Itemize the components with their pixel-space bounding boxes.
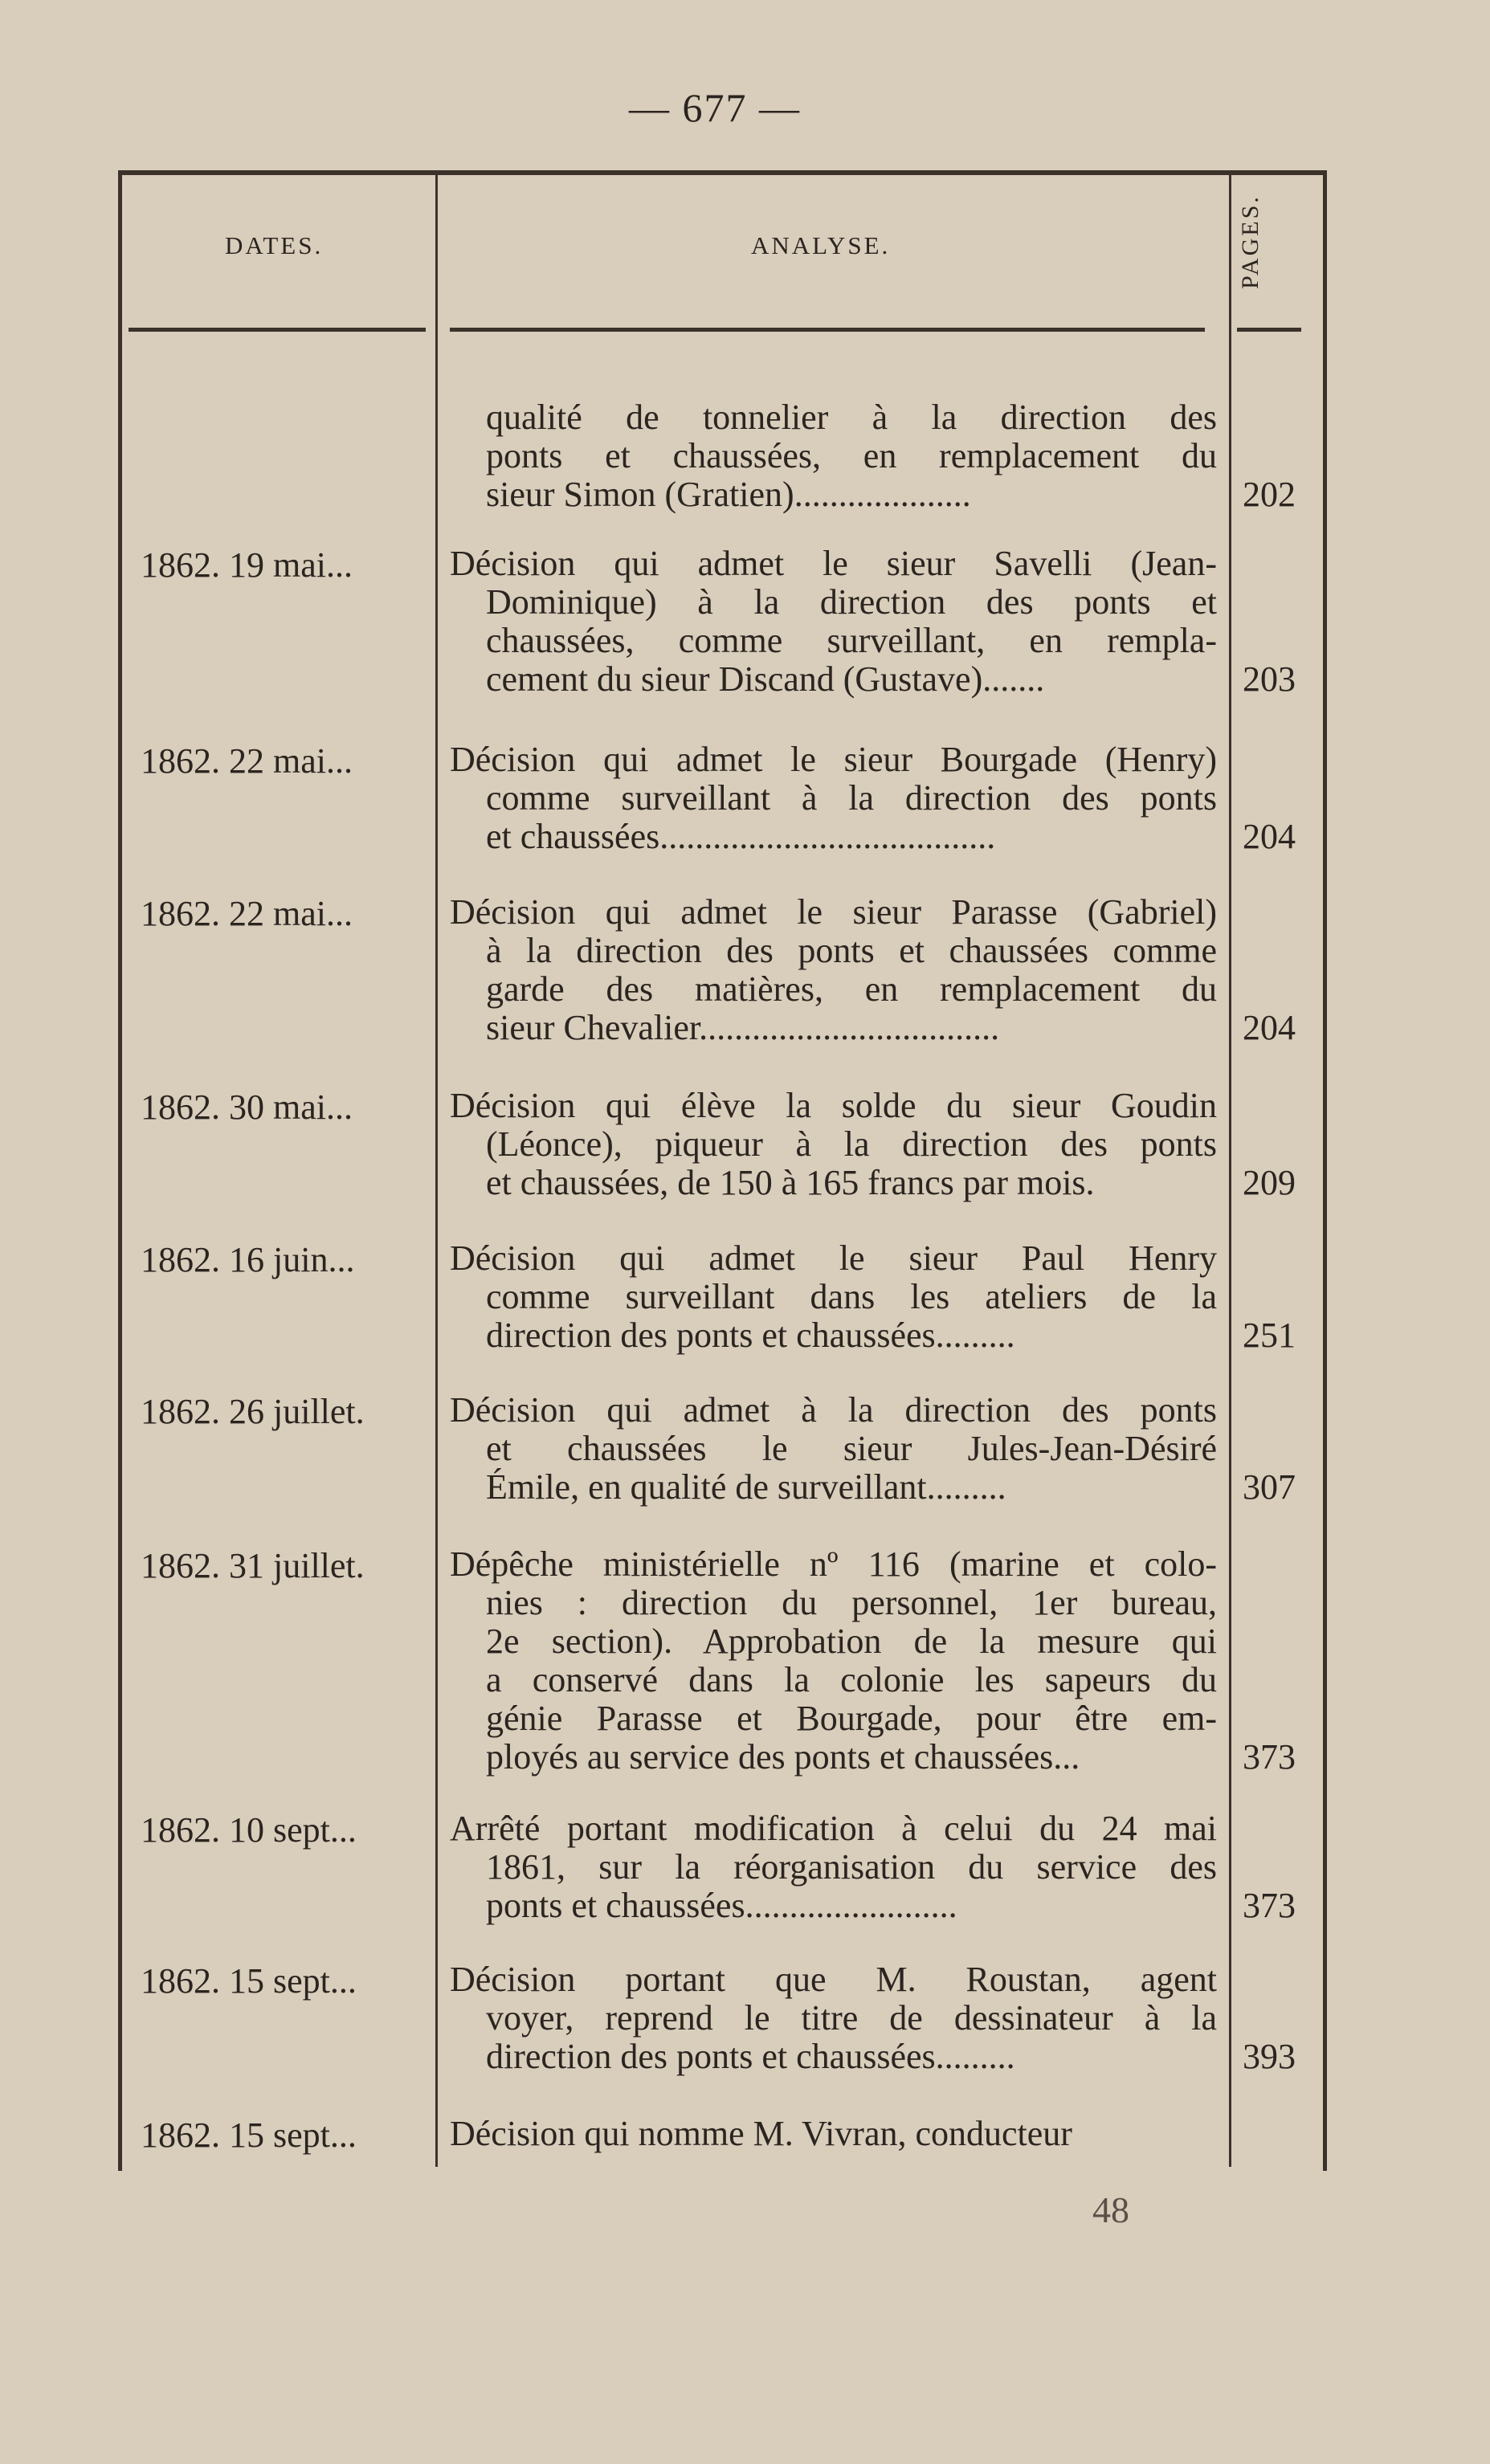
analysis-line: chaussées, comme surveillant, en rempla- — [486, 622, 1217, 660]
row-analysis — [450, 1960, 1217, 2076]
row-analysis — [450, 1087, 1217, 1202]
row-analysis — [450, 545, 1217, 699]
row-page: 373 — [1243, 1886, 1296, 1925]
analysis-line: direction des ponts et chaussées......... — [486, 2038, 1015, 2076]
row-date: 1862. 30 mai... — [141, 1087, 353, 1127]
analysis-line: Dépêche ministérielle nº 116 (marine et colo- — [450, 1545, 1217, 1584]
header-dates: DATES. — [225, 231, 324, 259]
analysis-line: 1861, sur la réorganisation du service des — [486, 1848, 1217, 1887]
row-page: 204 — [1243, 1008, 1296, 1047]
analysis-line: Décision qui admet le sieur Savelli (Jean- — [450, 545, 1217, 583]
row-date: 1862. 22 mai... — [141, 894, 353, 933]
row-date: 1862. 19 mai... — [141, 545, 353, 585]
analysis-line: Dominique) à la direction des ponts et — [486, 583, 1217, 622]
analysis-line: garde des matières, en remplacement du — [486, 970, 1217, 1009]
row-date: 1862. 16 juin... — [141, 1240, 355, 1279]
analysis-line: à la direction des ponts et chaussées comme — [486, 932, 1217, 970]
analysis-line: ponts et chaussées, en remplacement du — [486, 437, 1217, 475]
header-analyse: ANALYSE. — [751, 231, 891, 259]
analysis-line: Décision qui nomme M. Vivran, conducteur — [450, 2115, 1072, 2153]
row-analysis — [450, 1239, 1217, 1355]
row-analysis — [450, 398, 1217, 514]
analysis-line: nies : direction du personnel, 1er bureau, — [486, 1584, 1217, 1622]
analysis-line: Émile, en qualité de surveillant......... — [486, 1468, 1006, 1507]
row-date: 1862. 15 sept... — [141, 2115, 357, 2155]
analysis-line: Décision qui admet le sieur Paul Henry — [450, 1239, 1217, 1278]
row-date: 1862. 10 sept... — [141, 1810, 357, 1850]
row-analysis — [450, 893, 1217, 1047]
analysis-line: cement du sieur Discand (Gustave)....... — [486, 660, 1045, 699]
analysis-line: génie Parasse et Bourgade, pour être em- — [486, 1699, 1217, 1738]
analysis-line: Décision qui admet le sieur Parasse (Gabriel) — [450, 893, 1217, 932]
analysis-line: comme surveillant dans les ateliers de la — [486, 1278, 1217, 1316]
row-analysis — [450, 740, 1217, 856]
analysis-line: Arrêté portant modification à celui du 24 mai — [450, 1809, 1217, 1848]
analysis-line: voyer, reprend le titre de dessinateur à la — [486, 1999, 1217, 2038]
analysis-line: 2e section). Approbation de la mesure qui — [486, 1622, 1217, 1661]
row-page: 307 — [1243, 1467, 1296, 1507]
row-page: 373 — [1243, 1737, 1296, 1777]
analysis-line: Décision qui admet à la direction des ponts — [450, 1391, 1217, 1430]
analysis-line: a conservé dans la colonie les sapeurs du — [486, 1661, 1217, 1699]
column-divider-pages — [1229, 175, 1231, 2167]
row-date: 1862. 31 juillet. — [141, 1546, 365, 1585]
analysis-line: sieur Chevalier.................................. — [486, 1009, 1000, 1047]
analysis-line: ponts et chaussées........................ — [486, 1887, 957, 1925]
analysis-line: comme surveillant à la direction des ponts — [486, 779, 1217, 818]
analysis-line: direction des ponts et chaussées......... — [486, 1316, 1015, 1355]
header-rule-analyse — [450, 328, 1205, 332]
row-page: 393 — [1243, 2037, 1296, 2076]
analysis-line: Décision qui admet le sieur Bourgade (Henry) — [450, 740, 1217, 779]
row-page: 204 — [1243, 817, 1296, 856]
row-date: 1862. 22 mai... — [141, 741, 353, 781]
row-date: 1862. 26 juillet. — [141, 1392, 365, 1431]
header-rule-pages — [1237, 328, 1301, 332]
row-analysis — [450, 1545, 1217, 1777]
row-page: 202 — [1243, 475, 1296, 514]
analysis-line: Décision portant que M. Roustan, agent — [450, 1960, 1217, 1999]
analysis-line: ployés au service des ponts et chaussées... — [486, 1738, 1080, 1777]
row-analysis — [450, 1391, 1217, 1507]
signature-mark: 48 — [1092, 2189, 1129, 2230]
header-pages: PAGES. — [1237, 194, 1263, 289]
row-page: 209 — [1243, 1163, 1296, 1202]
header-rule-dates — [129, 328, 426, 332]
analysis-line: Décision qui élève la solde du sieur Goudin — [450, 1087, 1217, 1125]
row-page: 251 — [1243, 1316, 1296, 1355]
page-number: — 677 — — [629, 85, 801, 130]
analysis-line: sieur Simon (Gratien).................... — [486, 475, 971, 514]
row-date: 1862. 15 sept... — [141, 1961, 357, 2001]
column-divider-dates — [435, 175, 438, 2167]
analysis-line: et chaussées le sieur Jules-Jean-Désiré — [486, 1430, 1217, 1468]
analysis-line: et chaussées, de 150 à 165 francs par mois. — [486, 1164, 1095, 1202]
analysis-line: et chaussées...................................... — [486, 818, 996, 856]
analysis-line: (Léonce), piqueur à la direction des ponts — [486, 1125, 1217, 1164]
row-analysis — [450, 2115, 1217, 2153]
row-page: 203 — [1243, 659, 1296, 699]
row-analysis — [450, 1809, 1217, 1925]
analysis-line: qualité de tonnelier à la direction des — [486, 398, 1217, 437]
